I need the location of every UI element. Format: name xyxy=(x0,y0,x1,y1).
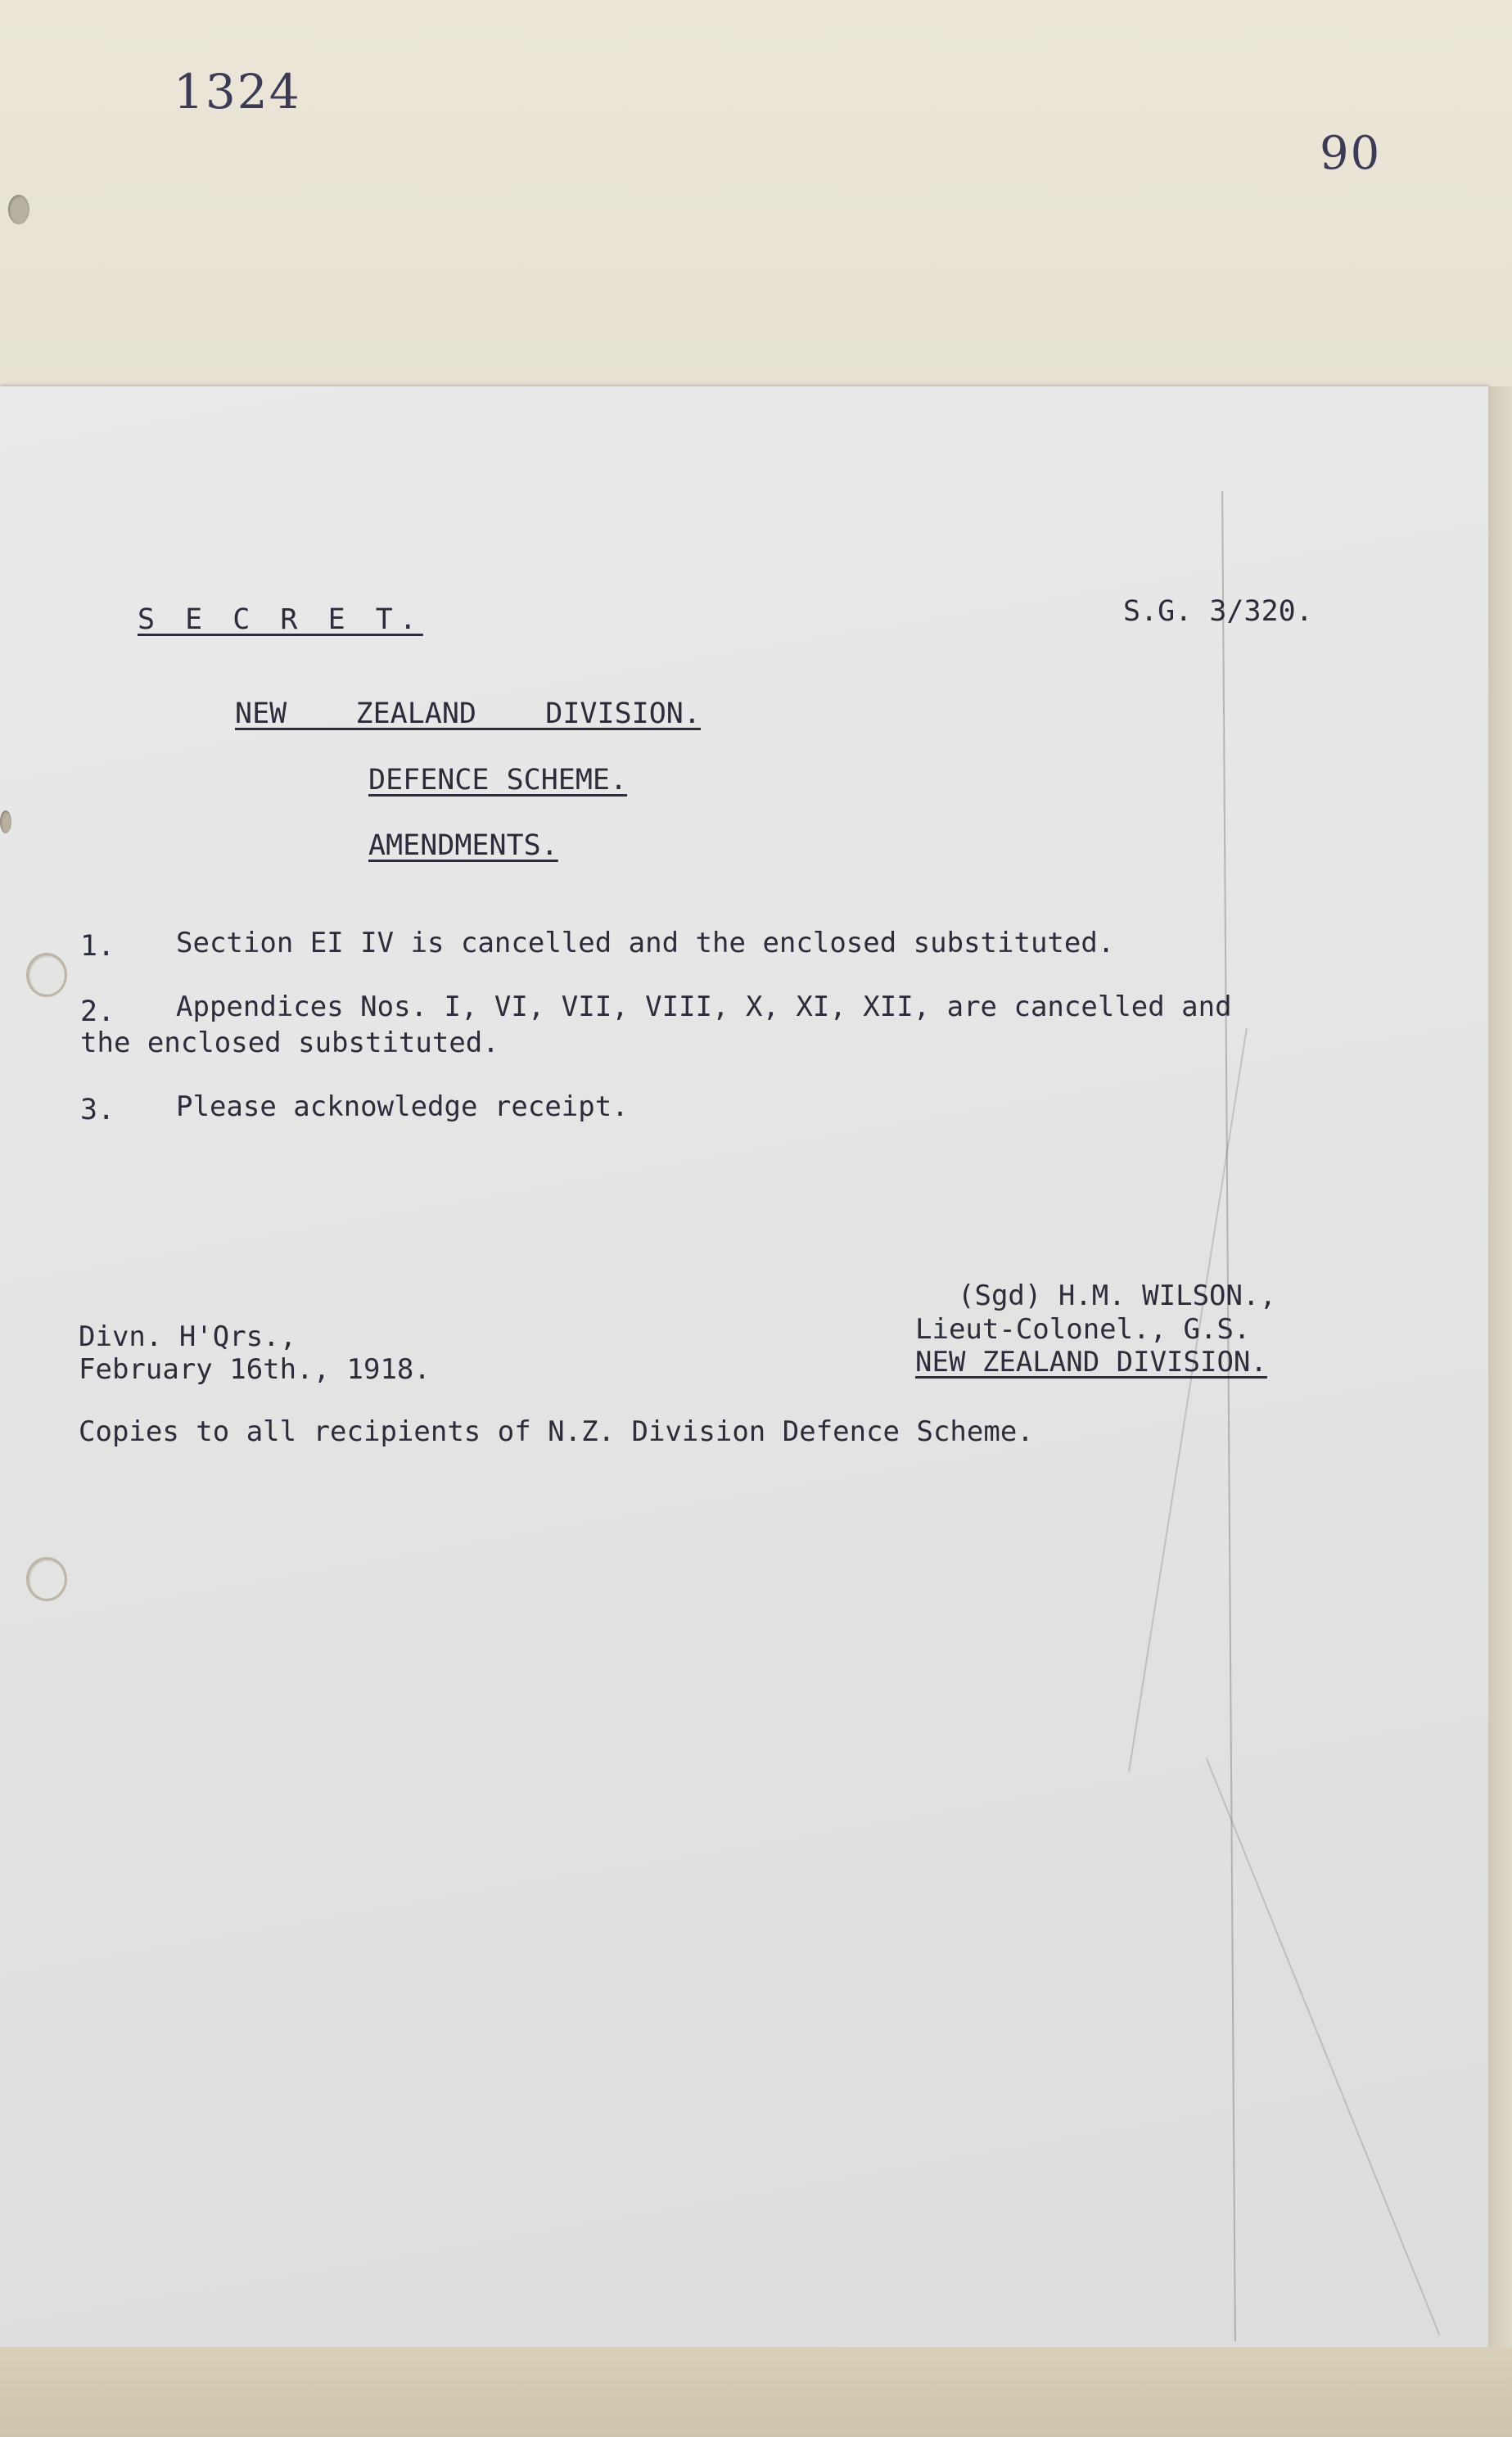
bottom-strip xyxy=(0,2347,1512,2437)
item-2-continuation: the enclosed substituted. xyxy=(80,1027,499,1059)
punch-hole-lower xyxy=(26,1557,67,1601)
sheet-edge xyxy=(1488,386,1512,2347)
punch-hole-middle xyxy=(26,953,67,997)
page-number: 90 xyxy=(1320,127,1382,180)
item-3-text: Please acknowledge receipt. xyxy=(176,1090,629,1123)
edge-mark xyxy=(0,810,11,833)
signature-name: (Sgd) H.M. WILSON., xyxy=(958,1279,1276,1312)
backing-sheet xyxy=(0,0,1512,393)
punch-hole-top xyxy=(8,195,29,224)
copies-note: Copies to all recipients of N.Z. Division Defence Scheme. xyxy=(79,1415,1034,1448)
signature-unit: NEW ZEALAND DIVISION. xyxy=(915,1346,1267,1379)
classification-label: S E C R E T. xyxy=(138,603,423,636)
item-3-number: 3. xyxy=(80,1094,115,1126)
item-2-text: Appendices Nos. I, VI, VII, VIII, X, XI, XII, are cancelled and xyxy=(176,991,1232,1023)
origin-hq: Divn. H'Qrs., xyxy=(79,1320,297,1353)
title-division: NEW ZEALAND DIVISION. xyxy=(235,697,701,730)
item-1-number: 1. xyxy=(80,930,115,963)
reference-number: S.G. 3/320. xyxy=(1123,595,1313,628)
item-1-text: Section EI IV is cancelled and the enclosed substituted. xyxy=(176,927,1115,959)
stamp-number: 1324 xyxy=(174,64,301,120)
title-amendments: AMENDMENTS. xyxy=(368,829,558,862)
title-scheme: DEFENCE SCHEME. xyxy=(368,764,628,797)
signature-rank: Lieut-Colonel., G.S. xyxy=(915,1313,1251,1346)
item-2-number: 2. xyxy=(80,995,115,1028)
origin-date: February 16th., 1918. xyxy=(79,1353,431,1386)
